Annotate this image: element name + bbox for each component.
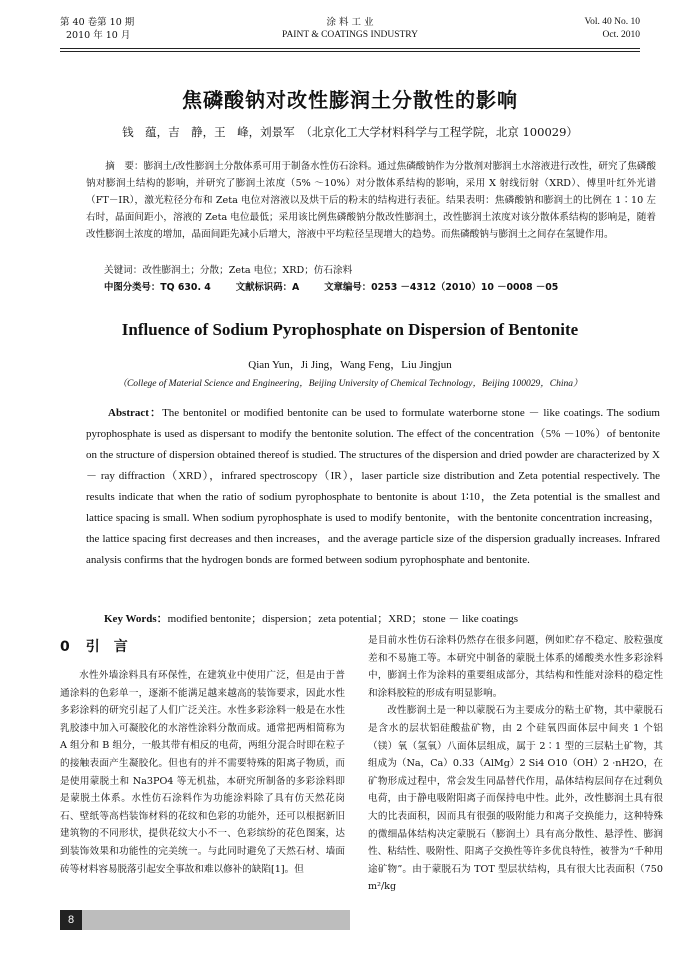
keywords-cn: 关键词：改性膨润土；分散；Zeta 电位；XRD；仿石涂料 bbox=[104, 265, 353, 276]
volume-cn: 第 40 卷第 10 期 bbox=[60, 17, 135, 28]
footer-bar bbox=[60, 910, 350, 930]
authors-cn: 钱 蕴，吉 静，王 峰，刘景军 （北京化工大学材料科学与工程学院，北京 100029） bbox=[122, 125, 578, 139]
journal-en: PAINT & COATINGS INDUSTRY bbox=[282, 30, 418, 40]
running-header bbox=[60, 16, 640, 50]
article-number: 文章编号：0253 －4312（2010）10 －0008 －05 bbox=[324, 282, 559, 293]
abstract-cn: 摘 要：膨润土/改性膨润土分散体系可用于制备水性仿石涂料。通过焦磷酸钠作为分散剂对膨润土水溶液进行改性，研究了焦磷酸钠对膨润土结构的影响，并研究了膨润土浓度（5% ～10%）对分散体系结构的影响，采用 X 射线衍射（XRD）、傅里叶红外光谱（FT－IR），激光粒径分布和 Zeta 电位对溶液以及烘干后的粉末的结构进行表征。结果表明：焦磷酸钠和膨润土的比例在 1∶10 左右时，晶面间距小，溶液的 Zeta 电位最低；采用该比例焦磷酸钠分散改性膨润土，改性膨润土浓度对该分散体系结构的影响是，随着改性膨润土浓度的增加，晶面间距先减小后增大，溶液中平均粒径呈现增大的趋势。而焦磷酸钠与膨润土之间存在氢键作用。 bbox=[86, 161, 656, 240]
left-column-paragraph: 水性外墙涂料具有环保性，在建筑业中使用广泛，但是由于普通涂料的色彩单一，逐渐不能满足越来越高的装饰要求，因此水性多彩涂料的研究引起了人们广泛关注。水性多彩涂料一般是在水性乳胶漆中加入可凝胶化的水溶性涂料分散而成。通常把两相简称为 A 组分和 B 组分，一般其带有相反的电荷，两组分混合时即在粒子的接触表面产生凝胶化。但也有的并不需要特殊的阳离子物质，而是使用蒙脱土和 Na3PO4 等无机盐，本研究所制备的多彩涂料即是蒙脱土体系。水性仿石涂料作为功能涂料除了具有仿天然花岗石、壁纸等高档装饰材料的花纹和色彩的功能外，还可以根据新旧建筑物的不同形状，提供花纹大小不一、色彩缤纷的花色图案，达到装饰效果和功能性的完美统一。与此同时避免了天然石材、墙面砖等材料容易脱落引起安全事故和难以修补的缺陷[1]。但 bbox=[60, 670, 345, 875]
section-heading-intro bbox=[60, 636, 128, 656]
abstract-en-text: The bentonitel or modified bentonite can be used to formulate waterborne stone － like coatings. The sodium pyrophosphate is used as dispersant to modify the bentonite solution. The effect of the concentration（5% －10%）of bentonite on the structure of dispersion obtained thereof is studied. The structures of the dispersion and dried powder are characterized by X － ray diffraction（XRD），infrared spectroscopy（IR），laser particle size distribution and Zeta potential respectively. The results indicate that when the ratio of sodium pyrophosphate to bentonite is about 1∶10，the Zeta potential is the smallest and lattice spacing is small. When sodium pyrophosphate is used to modify bentonite，with the bentonite concentration increasing，the lattice spacing first decreases and then increases，and the average particle size of the dispersion gradually increases. Infrared analysis confirms that the hydrogen bonds are formed between sodium pyrophosphate and bentonite. bbox=[86, 407, 660, 566]
title-cn: 焦磷酸钠对改性膨润土分散性的影响 bbox=[182, 88, 518, 112]
page-number: 8 bbox=[60, 910, 82, 930]
right-column-paragraph-2: 改性膨润土是一种以蒙脱石为主要成分的粘土矿物，其中蒙脱石是含水的层状铝硅酸盐矿物，由 2 个硅氧四面体层中间夹 1 个铝（镁）氧（氢氧）八面体层组成，属于 2∶1 型的三层粘土矿物，其组成为（Na，Ca）0.33（AlMg）2 Si4 O10（OH）2 ·nH2O，在矿物形成过程中，常会发生同晶替代作用，晶体结构层间存在过剩负电荷，由于静电吸附阳离子而保持电中性。此外，改性膨润土具有很大的比表面积，因而具有很强的吸附能力和离子交换能力，这种特殊的微细晶体结构决定蒙脱石（膨润土）具有高分散性、悬浮性、膨润性、粘结性、吸附性、阳离子交换性等许多优良特性，被誉为“千种用途矿物”。由于蒙脱石为 TOT 型层状结构，具有很大比表面积（750 m²/kg bbox=[368, 705, 663, 893]
doc-code: 文献标识码：A bbox=[235, 282, 300, 293]
keywords-en-label: Key Words： bbox=[104, 613, 168, 625]
date-en: Oct. 2010 bbox=[602, 30, 640, 40]
title-en: Influence of Sodium Pyrophosphate on Dispersion of Bentonite bbox=[121, 320, 579, 339]
affiliation-en: （College of Material Science and Engineering，Beijing University of Chemical Technology，Beijing 100029，China） bbox=[117, 379, 583, 389]
authors-en: Qian Yun，Ji Jing，Wang Feng，Liu Jingjun bbox=[248, 359, 452, 371]
header-right bbox=[584, 16, 640, 42]
header-center bbox=[60, 16, 640, 42]
section-title: 引 言 bbox=[85, 639, 128, 655]
journal-cn: 涂 料 工 业 bbox=[326, 17, 374, 28]
keywords-en-text: modified bentonite；dispersion；zeta potential；XRD；stone － like coatings bbox=[167, 613, 519, 625]
volume-en: Vol. 40 No. 10 bbox=[584, 17, 640, 27]
right-column bbox=[368, 632, 663, 896]
header-rule-thin bbox=[60, 51, 640, 52]
section-number: 0 bbox=[60, 639, 70, 655]
header-rule bbox=[60, 48, 640, 49]
abstract-en bbox=[86, 403, 660, 571]
keywords-en bbox=[104, 610, 518, 626]
clc-number: 中图分类号：TQ 630. 4 bbox=[104, 282, 211, 293]
right-column-paragraph-1: 是目前水性仿石涂料仍然存在很多问题，例如贮存不稳定、胶粒强度差和不易施工等。本研究中制备的蒙脱土体系的烯酸类水性多彩涂料中，膨润土作为涂料的重要组成部分，其结构和性能对涂料的稳定性和涂料胶粒的形成有明显影响。 bbox=[368, 635, 663, 699]
left-column bbox=[60, 667, 345, 878]
classification-line bbox=[104, 279, 580, 293]
date-cn: 2010 年 10 月 bbox=[66, 30, 131, 41]
abstract-en-label: Abstract： bbox=[108, 407, 163, 419]
